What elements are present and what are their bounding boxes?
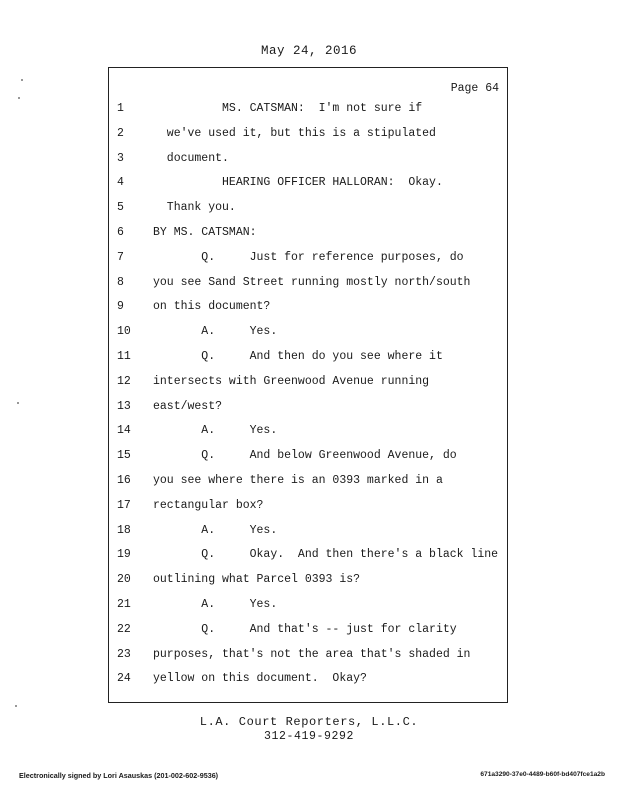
- transcript-line: [109, 621, 507, 639]
- line-number: 2: [117, 126, 124, 140]
- line-number: 24: [117, 672, 131, 686]
- line-text: intersects with Greenwood Avenue running: [153, 374, 430, 388]
- document-hash: 671a3290-37e0-4489-b60f-bd407fce1a2b: [480, 771, 605, 778]
- transcript-line: [109, 447, 507, 465]
- transcript-line: [109, 646, 507, 664]
- transcript-line: [109, 249, 507, 267]
- line-text: Thank you.: [153, 201, 236, 215]
- line-text: Q. And then do you see where it: [153, 350, 443, 363]
- transcript-line: [109, 373, 507, 391]
- line-text: Q. Okay. And then there's a black line: [153, 548, 499, 562]
- line-number: 12: [117, 374, 131, 388]
- line-number: 13: [117, 399, 131, 413]
- line-text: A. Yes.: [153, 598, 278, 611]
- line-number: 6: [117, 226, 124, 239]
- line-text: east/west?: [153, 399, 223, 413]
- line-text: purposes, that's not the area that's shaded in: [153, 647, 471, 661]
- scan-speck: [17, 402, 19, 404]
- transcript-line: [109, 398, 507, 416]
- line-text: BY MS. CATSMAN:: [153, 226, 257, 239]
- line-number: 11: [117, 350, 131, 363]
- transcript-line: [109, 100, 507, 118]
- transcript-line: [109, 596, 507, 614]
- line-number: 18: [117, 523, 131, 537]
- line-text: A. Yes.: [153, 325, 278, 339]
- line-number: 5: [117, 201, 124, 215]
- line-text: outlining what Parcel 0393 is?: [153, 573, 361, 587]
- line-text: MS. CATSMAN: I'm not sure if: [153, 102, 423, 115]
- line-number: 7: [117, 250, 124, 264]
- line-number: 10: [117, 325, 131, 339]
- line-number: 21: [117, 598, 131, 611]
- transcript-line: [109, 224, 507, 242]
- transcript-line: [109, 174, 507, 192]
- court-reporter-phone: 312-419-9292: [263, 730, 354, 743]
- line-number: 3: [117, 151, 124, 165]
- line-number: 8: [117, 275, 124, 289]
- line-text: yellow on this document. Okay?: [153, 672, 367, 686]
- electronic-signature-note: Electronically signed by Lori Asauskas (201-002-602-9536): [19, 771, 219, 780]
- line-text: Q. And that's -- just for clarity: [153, 622, 457, 636]
- line-number: 14: [117, 424, 131, 438]
- line-number: 1: [117, 102, 124, 115]
- transcript-line: [109, 546, 507, 564]
- transcript-line: [109, 422, 507, 440]
- court-reporter-name: L.A. Court Reporters, L.L.C.: [199, 715, 419, 729]
- line-number: 15: [117, 449, 131, 463]
- transcript-page: [108, 67, 508, 703]
- line-text: A. Yes.: [153, 523, 278, 537]
- line-number: 17: [117, 498, 131, 512]
- line-text: you see where there is an 0393 marked in a: [153, 474, 443, 487]
- scan-speck: [15, 705, 17, 707]
- line-number: 9: [117, 300, 124, 314]
- scan-speck: [18, 97, 20, 99]
- transcript-line: [109, 522, 507, 540]
- transcript-line: [109, 497, 507, 515]
- page-number: Page 64: [450, 82, 499, 95]
- line-number: 20: [117, 573, 131, 587]
- transcript-line: [109, 298, 507, 316]
- transcript-line: [109, 472, 507, 490]
- line-text: we've used it, but this is a stipulated: [153, 126, 436, 140]
- line-text: Q. Just for reference purposes, do: [153, 250, 464, 264]
- transcript-line: [109, 348, 507, 366]
- line-number: 23: [117, 647, 131, 661]
- transcript-date: May 24, 2016: [260, 44, 357, 58]
- scan-speck: [21, 79, 23, 81]
- transcript-line: [109, 571, 507, 589]
- line-text: Q. And below Greenwood Avenue, do: [153, 449, 457, 463]
- transcript-line: [109, 274, 507, 292]
- transcript-line: [109, 199, 507, 217]
- line-number: 4: [117, 176, 124, 190]
- line-text: rectangular box?: [153, 498, 264, 512]
- line-text: you see Sand Street running mostly north/south: [153, 275, 471, 289]
- transcript-line: [109, 323, 507, 341]
- line-text: A. Yes.: [153, 424, 278, 438]
- line-text: on this document?: [153, 300, 271, 314]
- line-number: 16: [117, 474, 131, 487]
- transcript-line: [109, 150, 507, 168]
- line-text: HEARING OFFICER HALLORAN: Okay.: [153, 176, 443, 190]
- line-text: document.: [153, 151, 229, 165]
- transcript-line: [109, 670, 507, 688]
- line-number: 19: [117, 548, 131, 562]
- transcript-line: [109, 125, 507, 143]
- line-number: 22: [117, 622, 131, 636]
